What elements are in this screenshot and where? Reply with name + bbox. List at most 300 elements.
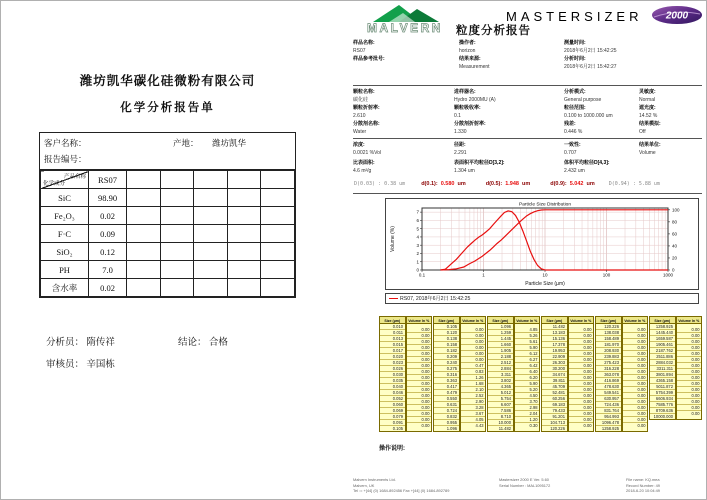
volume-cell: 0.00 xyxy=(677,363,702,369)
result-value: Volume xyxy=(639,150,656,156)
size-cell: 0.363 xyxy=(434,378,459,384)
volume-cell: 0.00 xyxy=(569,375,594,381)
size-cell: 10000.000 xyxy=(653,414,673,419)
size-cell: 0.209 xyxy=(434,354,459,360)
d003-annotation: D(0.03) : 0.38 um xyxy=(354,181,406,187)
result-label: 表面积平均粒径D[3,2]: xyxy=(454,160,505,166)
measurement-detail-label: 分析模式: xyxy=(564,89,586,95)
volume-cell: 0.47 xyxy=(461,363,486,369)
chem-report-table xyxy=(39,132,296,298)
value-cell: 98.90 xyxy=(89,189,127,207)
size-cell: 1.096 xyxy=(488,324,513,330)
volume-cell: 0.30 xyxy=(529,423,538,428)
size-cell: 0.479 xyxy=(434,390,459,396)
reviewer-name: 辛国栋 xyxy=(86,360,115,370)
volume-cell: 0.00 xyxy=(569,393,594,399)
sample-info-column xyxy=(564,39,617,71)
volume-cell: 0.00 xyxy=(677,399,702,405)
size-cell: 2.512 xyxy=(488,360,513,366)
volume-cell: 4.43 xyxy=(475,423,484,428)
result-column xyxy=(353,159,375,175)
left-report-page xyxy=(1,1,351,500)
volume-cell: 0.00 xyxy=(677,381,702,387)
svg-text:100: 100 xyxy=(602,272,611,278)
d90-unit: um xyxy=(586,181,595,187)
component-cell: SiC xyxy=(41,189,89,207)
size-cell: 0.023 xyxy=(380,360,405,366)
size-column xyxy=(595,316,622,432)
volume-cell: 0.00 xyxy=(623,345,648,351)
volume-column xyxy=(568,316,595,432)
empty-cell xyxy=(160,225,194,243)
volume-cell: 0.00 xyxy=(407,369,432,375)
empty-cell xyxy=(261,207,295,225)
size-cell: 416.869 xyxy=(596,378,621,384)
volume-cell: 0.00 xyxy=(623,327,648,333)
result-value: 2.432 um xyxy=(564,168,585,174)
size-cell: 39.811 xyxy=(542,378,567,384)
size-volume-table xyxy=(649,316,702,420)
svg-text:100: 100 xyxy=(672,207,680,213)
d094-annotation: D(0.94) : 5.88 um xyxy=(608,181,660,187)
empty-cell xyxy=(227,279,261,297)
size-cell: 69.183 xyxy=(542,402,567,408)
volume-cell: 0.00 xyxy=(407,327,432,333)
empty-cell xyxy=(160,243,194,261)
measurement-detail-label: 颗粒名称: xyxy=(353,89,375,95)
footer-line: Mastersizer 2000 E Ver. 5.60 xyxy=(499,477,549,482)
analyst-name: 隋传祥 xyxy=(86,338,115,348)
empty-cell xyxy=(127,261,161,279)
volume-cell: 0.00 xyxy=(407,375,432,381)
volume-body xyxy=(460,324,487,432)
empty-cell xyxy=(261,261,295,279)
empty-cell xyxy=(194,279,228,297)
volume-header: Volume In % xyxy=(514,316,541,324)
volume-column xyxy=(460,316,487,432)
size-cell: 5011.872 xyxy=(650,384,675,390)
measurement-detail-value: 0.1 xyxy=(454,113,461,119)
size-cell: 239.883 xyxy=(596,354,621,360)
volume-cell: 0.00 xyxy=(407,351,432,357)
volume-cell: 0.00 xyxy=(583,423,592,428)
volume-cell: 0.00 xyxy=(623,357,648,363)
size-cell: 0.052 xyxy=(380,396,405,402)
d50-value: 1.948 xyxy=(505,181,519,187)
footer-right xyxy=(626,477,660,494)
origin-label: 产地： xyxy=(173,138,199,148)
size-cell: 1.660 xyxy=(488,342,513,348)
volume-cell: 0.00 xyxy=(637,423,646,428)
sample-info-value xyxy=(353,63,385,71)
percentile-row xyxy=(354,181,706,187)
svg-text:0: 0 xyxy=(672,267,675,273)
size-cell: 19.953 xyxy=(542,348,567,354)
result-column xyxy=(564,141,581,157)
chart-svg xyxy=(386,199,698,289)
svg-text:1: 1 xyxy=(482,272,485,278)
svg-text:0.1: 0.1 xyxy=(418,272,426,278)
volume-cell: 3.28 xyxy=(461,405,486,411)
size-cell: 22.909 xyxy=(542,354,567,360)
size-column xyxy=(541,316,568,432)
volume-header: Volume In % xyxy=(406,316,433,324)
volume-cell: 0.00 xyxy=(407,411,432,417)
size-cell: 2511.886 xyxy=(650,354,675,360)
size-cell: 8.710 xyxy=(488,414,513,420)
measurement-detail-value: Normal xyxy=(639,97,656,103)
d50-label: d(0.5): xyxy=(485,181,503,187)
result-label: 体积平均粒径D[4,3]: xyxy=(564,160,610,166)
sample-info-value: Measurement xyxy=(459,64,490,70)
volume-cell: 0.83 xyxy=(461,369,486,375)
volume-column xyxy=(622,316,649,432)
d90-label: d(0.9): xyxy=(550,181,567,187)
size-header: Size (µm) xyxy=(487,316,514,324)
measurement-detail-label: 残差: xyxy=(564,121,576,127)
size-cell: 0.120 xyxy=(434,330,459,336)
volume-cell: 0.00 xyxy=(677,327,702,333)
table-row xyxy=(41,243,295,261)
value-cell: 0.09 xyxy=(89,225,127,243)
size-cell: 316.228 xyxy=(596,366,621,372)
size-cell: 0.046 xyxy=(380,390,405,396)
d50-unit: um xyxy=(521,181,531,187)
volume-cell: 0.00 xyxy=(677,375,702,381)
empty-cell xyxy=(127,279,161,297)
measurement-detail-column xyxy=(639,88,661,136)
volume-cell: 0.00 xyxy=(623,363,648,369)
size-cell: 5.012 xyxy=(488,390,513,396)
svg-text:Particle Size (µm): Particle Size (µm) xyxy=(525,281,565,287)
volume-cell: 0.00 xyxy=(461,357,486,363)
size-cell: 26.303 xyxy=(542,360,567,366)
company-name: 潍坊凯华碳化硅微粉有限公司 xyxy=(79,74,256,88)
value-cell: 0.12 xyxy=(89,243,127,261)
mastersizer-2000-icon xyxy=(651,5,703,25)
size-cell: 15.136 xyxy=(542,336,567,342)
footer-line: Malvern Instruments Ltd. xyxy=(353,477,396,482)
empty-cell xyxy=(127,225,161,243)
result-column xyxy=(639,141,661,157)
volume-cell: 2.98 xyxy=(515,405,540,411)
size-volume-table xyxy=(487,316,540,432)
malvern-logo-icon xyxy=(359,3,455,35)
svg-text:7: 7 xyxy=(416,209,419,215)
size-cell: 1905.461 xyxy=(650,342,675,348)
table-row xyxy=(41,261,295,279)
volume-cell: 0.00 xyxy=(407,363,432,369)
size-cell: 91.201 xyxy=(542,414,567,420)
size-cell: 0.240 xyxy=(434,360,459,366)
component-cell: PH xyxy=(41,261,89,279)
size-header: Size (µm) xyxy=(649,316,676,324)
sample-info-value: RS07 xyxy=(353,48,366,54)
chem-grid-body xyxy=(41,171,295,297)
volume-cell: 1.20 xyxy=(515,417,540,423)
empty-cell xyxy=(194,243,228,261)
volume-cell: 0.00 xyxy=(407,381,432,387)
report-no-label: 报告编号： xyxy=(44,154,87,164)
volume-cell: 4.85 xyxy=(515,327,540,333)
volume-cell: 1.26 xyxy=(461,375,486,381)
volume-cell: 0.00 xyxy=(569,345,594,351)
size-body xyxy=(433,324,460,432)
size-cell: 0.030 xyxy=(380,372,405,378)
volume-cell: 0.00 xyxy=(569,399,594,405)
size-cell: 0.955 xyxy=(434,420,459,426)
rule-2 xyxy=(353,138,702,139)
d10-label: d(0.1): xyxy=(421,181,438,187)
empty-cell xyxy=(194,207,228,225)
rule-1 xyxy=(353,85,702,86)
volume-cell: 0.00 xyxy=(623,333,648,339)
size-column xyxy=(379,316,406,432)
size-cell: 0.013 xyxy=(380,336,405,342)
empty-cell xyxy=(194,189,228,207)
left-doc-title: 化学分析报告单 xyxy=(120,102,215,114)
size-cell: 104.713 xyxy=(542,420,567,426)
volume-cell: 0.00 xyxy=(677,339,702,345)
volume-cell: 5.20 xyxy=(515,387,540,393)
volume-cell: 0.00 xyxy=(677,405,702,411)
size-cell: 3311.311 xyxy=(650,366,675,372)
size-cell: 7585.776 xyxy=(650,402,675,408)
volume-header: Volume In % xyxy=(676,316,703,324)
result-label: 比表面积: xyxy=(353,160,375,166)
d10-unit: um xyxy=(457,181,466,187)
footer-line: 2018-6-20 10:04:49 xyxy=(626,488,660,493)
size-cell: 724.436 xyxy=(596,402,621,408)
size-cell: 0.015 xyxy=(380,342,405,348)
measurement-detail-value: 2.610 xyxy=(353,113,366,119)
volume-column xyxy=(676,316,703,420)
size-cell: 4365.158 xyxy=(650,378,675,384)
volume-cell: 0.00 xyxy=(569,405,594,411)
size-cell: 0.017 xyxy=(380,348,405,354)
size-cell: 4.365 xyxy=(488,384,513,390)
svg-text:20: 20 xyxy=(672,255,678,261)
measurement-detail-label: 遮光度: xyxy=(639,105,656,111)
measurement-detail-label: 结果模拟: xyxy=(639,121,661,127)
measurement-detail-label: 分散剂折射率: xyxy=(454,121,486,127)
volume-cell: 6.40 xyxy=(515,369,540,375)
size-cell: 120.226 xyxy=(550,426,565,431)
size-cell: 0.832 xyxy=(434,414,459,420)
particle-size-chart xyxy=(385,198,699,290)
volume-cell: 6.42 xyxy=(515,363,540,369)
result-value: 0.707 xyxy=(564,150,577,156)
sample-info-label: 样品名称: xyxy=(353,40,375,46)
empty-cell xyxy=(261,225,295,243)
size-cell: 0.105 xyxy=(392,426,403,431)
measurement-detail-label: 进样器名: xyxy=(454,89,476,95)
size-cell: 0.040 xyxy=(380,384,405,390)
footer-line: Malvern, UK xyxy=(353,482,375,488)
size-cell: 0.011 xyxy=(380,330,405,336)
svg-text:1000: 1000 xyxy=(662,272,674,278)
customer-label: 客户名称： xyxy=(44,138,87,148)
operation-notes-label: 操作说明: xyxy=(379,446,405,452)
footer-left xyxy=(353,477,449,494)
size-cell: 11.482 xyxy=(542,324,567,330)
size-header: Size (µm) xyxy=(433,316,460,324)
empty-cell xyxy=(160,261,194,279)
size-cell: 30.200 xyxy=(542,366,567,372)
result-label: 一致性: xyxy=(564,142,581,148)
size-cell: 2.188 xyxy=(488,354,513,360)
size-cell: 1445.440 xyxy=(650,330,675,336)
size-cell: 0.138 xyxy=(434,336,459,342)
volume-cell: 0.00 xyxy=(569,357,594,363)
volume-cell: 0.00 xyxy=(407,345,432,351)
sample-info-value: horizon xyxy=(459,48,476,54)
size-cell: 0.091 xyxy=(380,420,405,426)
empty-cell xyxy=(261,279,295,297)
measurement-detail-value: Off xyxy=(639,129,646,135)
volume-cell: 0.00 xyxy=(623,393,648,399)
size-cell: 13.183 xyxy=(542,330,567,336)
size-cell: 0.105 xyxy=(434,324,459,330)
chem-grid xyxy=(40,170,295,297)
result-column xyxy=(564,159,610,175)
measurement-detail-value: 0.446 % xyxy=(564,129,583,135)
measurement-detail-value: 0.100 to 1000.000 um xyxy=(564,113,613,119)
size-cell: 954.993 xyxy=(596,414,621,420)
d90-value: 5.042 xyxy=(569,181,584,187)
value-cell: 0.02 xyxy=(89,279,127,297)
size-cell: 79.433 xyxy=(542,408,567,414)
volume-body xyxy=(406,324,433,432)
volume-cell: 0.00 xyxy=(461,327,486,333)
size-body xyxy=(541,324,568,432)
chart-legend xyxy=(385,293,699,304)
diagonal-bottom-label: 化学成分 xyxy=(43,181,66,187)
empty-cell xyxy=(227,189,261,207)
volume-cell: 0.00 xyxy=(677,387,702,393)
component-cell: 含水率 xyxy=(41,279,89,297)
volume-cell: 0.00 xyxy=(407,417,432,423)
size-cell: 1096.478 xyxy=(596,420,621,426)
result-column xyxy=(454,159,505,175)
volume-cell: 5.61 xyxy=(515,339,540,345)
size-cell: 549.541 xyxy=(596,390,621,396)
table-row xyxy=(41,207,295,225)
size-column xyxy=(433,316,460,432)
size-cell: 0.550 xyxy=(434,396,459,402)
volume-cell: 0.00 xyxy=(407,405,432,411)
empty-cell xyxy=(160,279,194,297)
volume-header: Volume In % xyxy=(568,316,595,324)
volume-cell: 0.00 xyxy=(623,339,648,345)
volume-cell: 0.00 xyxy=(461,333,486,339)
result-label: 结果单位: xyxy=(639,142,661,148)
value-cell: 7.0 xyxy=(89,261,127,279)
size-cell: 6.607 xyxy=(488,402,513,408)
size-cell: 11.482 xyxy=(498,426,511,431)
measurement-detail-label: 灵敏度: xyxy=(639,89,656,95)
volume-cell: 0.00 xyxy=(623,351,648,357)
volume-cell: 0.00 xyxy=(569,417,594,423)
size-cell: 0.035 xyxy=(380,378,405,384)
volume-cell: 0.00 xyxy=(623,399,648,405)
result-column xyxy=(353,141,381,157)
measurement-detail-label: 粒径范围: xyxy=(564,105,586,111)
size-volume-table xyxy=(541,316,594,432)
volume-body xyxy=(568,324,595,432)
size-cell: 0.069 xyxy=(380,408,405,414)
volume-cell: 0.00 xyxy=(569,327,594,333)
volume-cell: 0.00 xyxy=(407,399,432,405)
measurement-detail-column xyxy=(564,88,613,136)
size-cell: 158.489 xyxy=(596,336,621,342)
volume-cell: 6.20 xyxy=(515,375,540,381)
size-cell: 8709.636 xyxy=(650,408,675,414)
size-cell: 0.060 xyxy=(380,402,405,408)
result-label: 径距: xyxy=(454,142,466,148)
footer-line: Serial Number : MAL1095172 xyxy=(499,482,551,488)
volume-cell: 0.00 xyxy=(421,423,430,428)
size-cell: 3801.894 xyxy=(650,372,675,378)
size-cell: 34.674 xyxy=(542,372,567,378)
volume-cell: 2.10 xyxy=(461,387,486,393)
right-report-page xyxy=(351,1,707,500)
size-cell: 0.182 xyxy=(434,348,459,354)
size-cell: 10.000 xyxy=(488,420,513,426)
size-cell: 1.905 xyxy=(488,348,513,354)
legend-text: RS07, 2018年6月2日 15:42:25 xyxy=(400,296,471,302)
size-cell: 1258.925 xyxy=(650,324,675,330)
measurement-detail-value: 14.52 % xyxy=(639,113,658,119)
svg-text:MALVERN: MALVERN xyxy=(367,21,443,35)
result-value: 1.304 um xyxy=(454,168,475,174)
footer-line: Tel := +[44] (0) 1684-892456 Fax +[44] (0) 1684-892789 xyxy=(353,488,450,493)
sample-info-column xyxy=(459,39,490,71)
size-cell: 0.026 xyxy=(380,366,405,372)
size-cell: 0.079 xyxy=(380,414,405,420)
size-column xyxy=(649,316,676,420)
empty-cell xyxy=(227,243,261,261)
volume-cell: 0.00 xyxy=(407,393,432,399)
analyst-line xyxy=(46,334,115,348)
empty-cell xyxy=(127,189,161,207)
model-2000-text: 2000 xyxy=(665,10,689,22)
empty-cell xyxy=(160,207,194,225)
volume-body xyxy=(676,324,703,420)
reviewer-label: 审核员： xyxy=(46,360,85,370)
empty-cell xyxy=(127,243,161,261)
size-cell: 0.020 xyxy=(380,354,405,360)
size-cell: 17.378 xyxy=(542,342,567,348)
sample-info-label: 测量时间: xyxy=(564,40,586,46)
reviewer-line xyxy=(46,356,115,370)
volume-cell: 0.00 xyxy=(623,381,648,387)
svg-text:6: 6 xyxy=(416,218,419,223)
volume-cell: 0.00 xyxy=(461,345,486,351)
empty-cell xyxy=(160,189,194,207)
size-body xyxy=(649,324,676,420)
size-volume-table xyxy=(379,316,432,432)
volume-cell: 0.00 xyxy=(623,417,648,423)
conclusion-line xyxy=(178,334,228,348)
volume-cell: 0.00 xyxy=(407,333,432,339)
sample-info-label: 分析时间: xyxy=(564,56,586,62)
volume-cell: 4.50 xyxy=(515,393,540,399)
volume-cell: 0.00 xyxy=(623,369,648,375)
volume-cell: 0.00 xyxy=(569,339,594,345)
size-cell: 1258.925 xyxy=(601,426,619,431)
volume-cell: 6.12 xyxy=(515,351,540,357)
